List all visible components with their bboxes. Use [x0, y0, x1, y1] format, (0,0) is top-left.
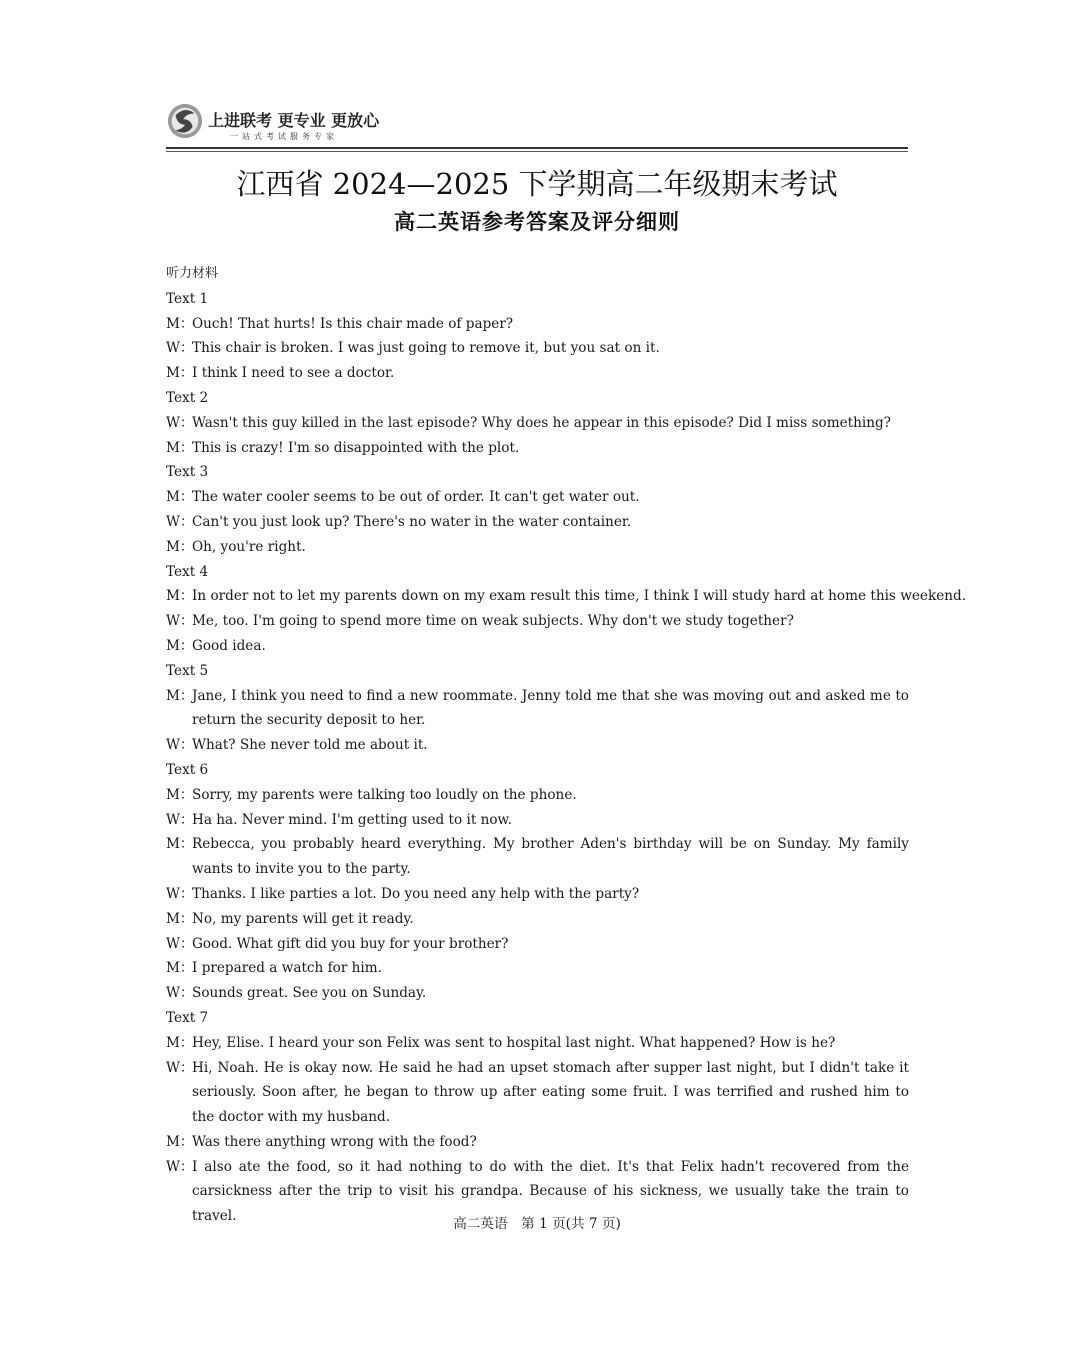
speaker-label: W：: [166, 1158, 194, 1175]
speaker-label: M：: [166, 365, 194, 382]
speaker-label: W：: [166, 885, 194, 902]
dialogue-line: [166, 882, 909, 907]
utterance-text: Oh, you're right.: [192, 538, 306, 555]
utterance-text: This chair is broken. I was just going to remove it, but you sat on it.: [192, 340, 660, 357]
dialogue-line: [166, 1031, 909, 1056]
utterance-text: This is crazy! I'm so disappointed with the plot.: [192, 439, 520, 456]
speaker-label: M：: [166, 637, 194, 654]
text-heading: Text 4: [166, 563, 209, 580]
speaker-label: M：: [166, 489, 194, 506]
speaker-label: M：: [166, 786, 194, 803]
dialogue-line: [166, 510, 909, 535]
speaker-label: W：: [166, 737, 194, 754]
speaker-label: M：: [166, 315, 194, 332]
utterance-text: Can't you just look up? There's no water in the water container.: [192, 513, 632, 530]
dialogue-line: [166, 436, 909, 461]
text-heading: Text 2: [166, 389, 209, 406]
page-title: 江西省 2024—2025 下学期高二年级期末考试: [236, 167, 838, 201]
speaker-label: M：: [166, 1133, 194, 1150]
speaker-label: M：: [166, 687, 194, 704]
text-heading: Text 3: [166, 464, 209, 481]
brand-slogan: 上进联考 更专业 更放心: [208, 111, 380, 130]
speaker-label: M：: [166, 1034, 194, 1051]
utterance-text: Hey, Elise. I heard your son Felix was sent to hospital last night. What happened? How is he?: [192, 1034, 836, 1051]
dialogue-line: [166, 312, 909, 337]
speaker-label: W：: [166, 1059, 194, 1076]
speaker-label: M：: [166, 538, 194, 555]
speaker-label: M：: [166, 960, 194, 977]
dialogue-line: [166, 832, 909, 882]
utterance-text: Ouch! That hurts! Is this chair made of paper?: [192, 315, 514, 332]
dialogue-line: [166, 932, 909, 957]
dialogue-line: [166, 956, 909, 981]
speaker-label: W：: [166, 935, 194, 952]
speaker-label: M：: [166, 910, 194, 927]
dialogue-line: [166, 733, 909, 758]
utterance-text: Me, too. I'm going to spend more time on weak subjects. Why don't we study together?: [192, 613, 794, 630]
speaker-label: M：: [166, 588, 194, 605]
header-divider: [166, 147, 908, 149]
dialogue-line: [166, 808, 909, 833]
dialogue-line: [166, 1056, 909, 1130]
utterance-text: What? She never told me about it.: [192, 737, 428, 754]
brand-tagline: 一站式考试服务专家: [230, 132, 338, 141]
utterance-text: I also ate the food, so it had nothing to do with the diet. It's that Felix hadn't recovered from the carsickness after the trip to visit his grandpa. Because of his sickness, we usually take the train to travel.: [192, 1158, 909, 1225]
dialogue-line: [166, 609, 909, 634]
text-heading: Text 7: [166, 1009, 209, 1026]
utterance-text: Jane, I think you need to find a new roommate. Jenny told me that she was moving out and asked me to return the security deposit to her.: [192, 687, 909, 729]
text-heading: Text 1: [166, 290, 209, 307]
dialogue-line: [166, 907, 909, 932]
utterance-text: No, my parents will get it ready.: [192, 910, 414, 927]
speaker-label: M：: [166, 439, 194, 456]
utterance-text: Was there anything wrong with the food?: [192, 1133, 477, 1150]
utterance-text: Wasn't this guy killed in the last episode? Why does he appear in this episode? Did I miss something?: [192, 414, 891, 431]
dialogue-line: [166, 411, 909, 436]
utterance-text: Rebecca, you probably heard everything. My brother Aden's birthday will be on Sunday. My family wants to invite you to the party.: [192, 836, 909, 878]
dialogue-line: [166, 361, 909, 386]
dialogue-line: [166, 336, 909, 361]
speaker-label: M：: [166, 836, 194, 853]
brand-logo-icon: [166, 102, 204, 140]
speaker-label: W：: [166, 985, 194, 1002]
dialogue-line: [166, 783, 909, 808]
speaker-label: W：: [166, 340, 194, 357]
utterance-text: Sorry, my parents were talking too loudly on the phone.: [192, 786, 577, 803]
utterance-text: Hi, Noah. He is okay now. He said he had an upset stomach after supper last night, but I didn't take it seriously. Soon after, he began to throw up after eating some fruit. I was terrified and rushed him to the doctor with my husband.: [192, 1059, 909, 1126]
speaker-label: W：: [166, 414, 194, 431]
dialogue-line: [166, 634, 909, 659]
page-footer: 高二英语 第 1 页(共 7 页): [453, 1216, 621, 1232]
dialogue-line: [166, 535, 909, 560]
dialogue-line: [166, 485, 909, 510]
utterance-text: Thanks. I like parties a lot. Do you need any help with the party?: [192, 885, 640, 902]
utterance-text: In order not to let my parents down on my exam result this time, I think I will study hard at home this weekend.: [192, 588, 967, 605]
dialogue-line: [166, 1130, 909, 1155]
utterance-text: The water cooler seems to be out of order. It can't get water out.: [192, 489, 640, 506]
transcript-body: [166, 287, 967, 1229]
utterance-text: Good. What gift did you buy for your brother?: [192, 935, 509, 952]
section-label: 听力材料: [166, 266, 219, 281]
dialogue-line: [166, 981, 909, 1006]
page-subtitle: 高二英语参考答案及评分细则: [394, 210, 680, 234]
utterance-text: Sounds great. See you on Sunday.: [192, 985, 427, 1002]
dialogue-line: [166, 584, 967, 609]
page-header: [166, 100, 908, 152]
dialogue-line: [166, 684, 909, 734]
text-heading: Text 6: [166, 761, 209, 778]
speaker-label: W：: [166, 513, 194, 530]
listening-transcript: [166, 262, 967, 1229]
utterance-text: I prepared a watch for him.: [192, 960, 382, 977]
text-heading: Text 5: [166, 662, 209, 679]
utterance-text: Good idea.: [192, 637, 266, 654]
speaker-label: W：: [166, 613, 194, 630]
header-divider-thin: [166, 151, 908, 152]
utterance-text: Ha ha. Never mind. I'm getting used to it now.: [192, 811, 512, 828]
speaker-label: W：: [166, 811, 194, 828]
utterance-text: I think I need to see a doctor.: [192, 365, 395, 382]
